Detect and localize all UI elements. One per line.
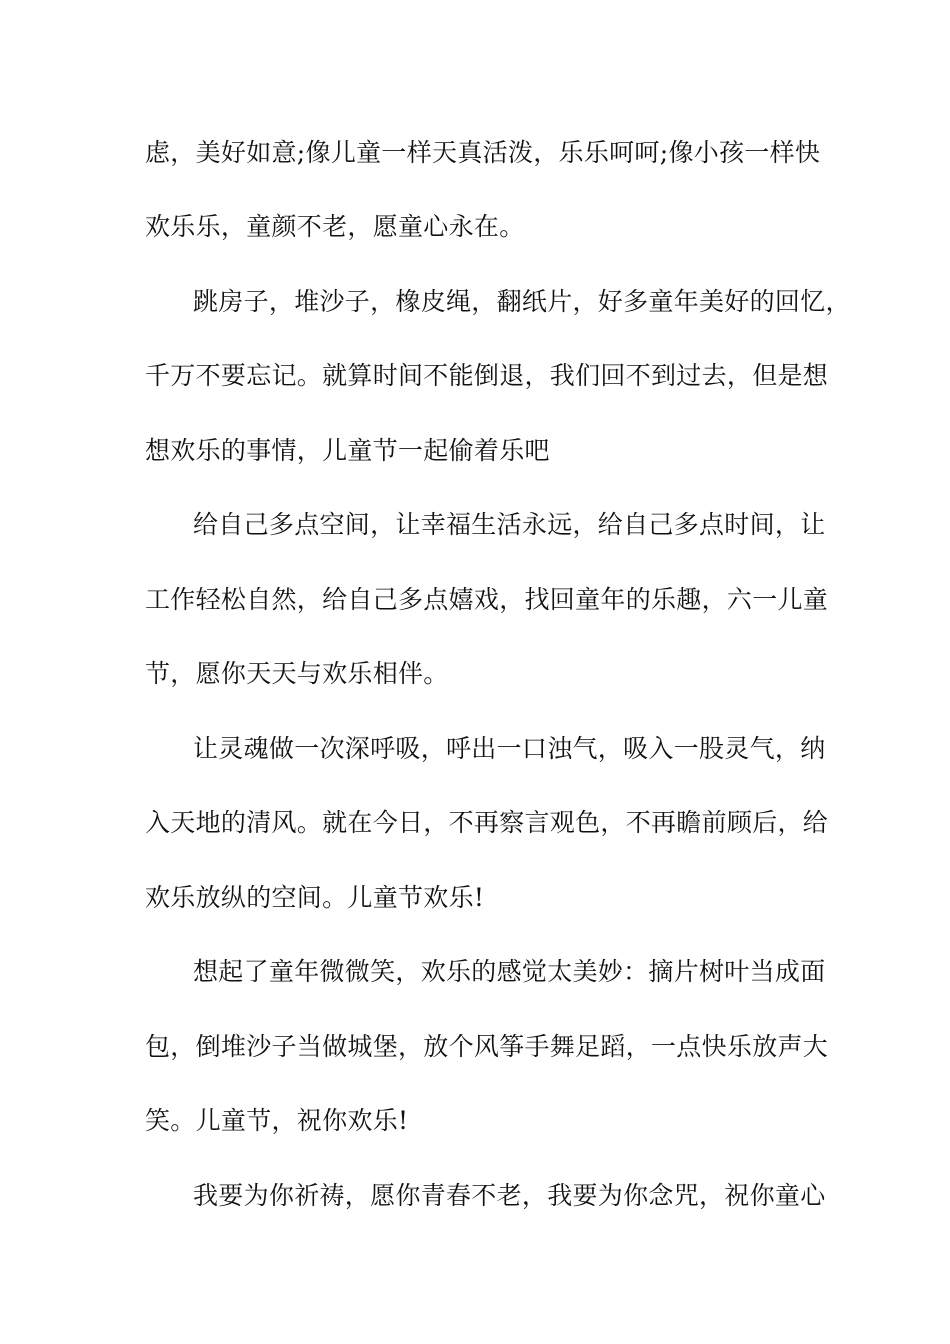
paragraph-first-line: 让灵魂做一次深呼吸，呼出一口浊气，吸入一股灵气，纳 [193,734,826,763]
paragraph-line: 千万不要忘记。就算时间不能倒退，我们回不到过去，但是想 [145,361,829,390]
paragraph-line: 虑，美好如意;像儿童一样天真活泼，乐乐呵呵;像小孩一样快 [145,138,821,167]
paragraph-line: 欢乐放纵的空间。儿童节欢乐! [145,883,485,912]
paragraph-line: 入天地的清风。就在今日，不再察言观色，不再瞻前顾后，给 [145,808,829,837]
paragraph-first-line: 跳房子，堆沙子，橡皮绳，翻纸片，好多童年美好的回忆， [193,287,851,316]
paragraph-line: 节，愿你天天与欢乐相伴。 [145,659,449,688]
paragraph-line: 笑。儿童节，祝你欢乐! [145,1106,409,1135]
paragraph-line: 工作轻松自然，给自己多点嬉戏，找回童年的乐趣，六一儿童 [145,585,829,614]
paragraph-first-line: 想起了童年微微笑，欢乐的感觉太美妙：摘片树叶当成面 [193,957,826,986]
paragraph-first-line: 我要为你祈祷，愿你青春不老，我要为你念咒，祝你童心 [193,1181,826,1210]
paragraph-line: 欢乐乐，童颜不老，愿童心永在。 [145,212,525,241]
paragraph-line: 包，倒堆沙子当做城堡，放个风筝手舞足蹈，一点快乐放声大 [145,1032,829,1061]
paragraph-first-line: 给自己多点空间，让幸福生活永远，给自己多点时间，让 [193,510,826,539]
paragraph-line: 想欢乐的事情，儿童节一起偷着乐吧 [145,436,550,465]
